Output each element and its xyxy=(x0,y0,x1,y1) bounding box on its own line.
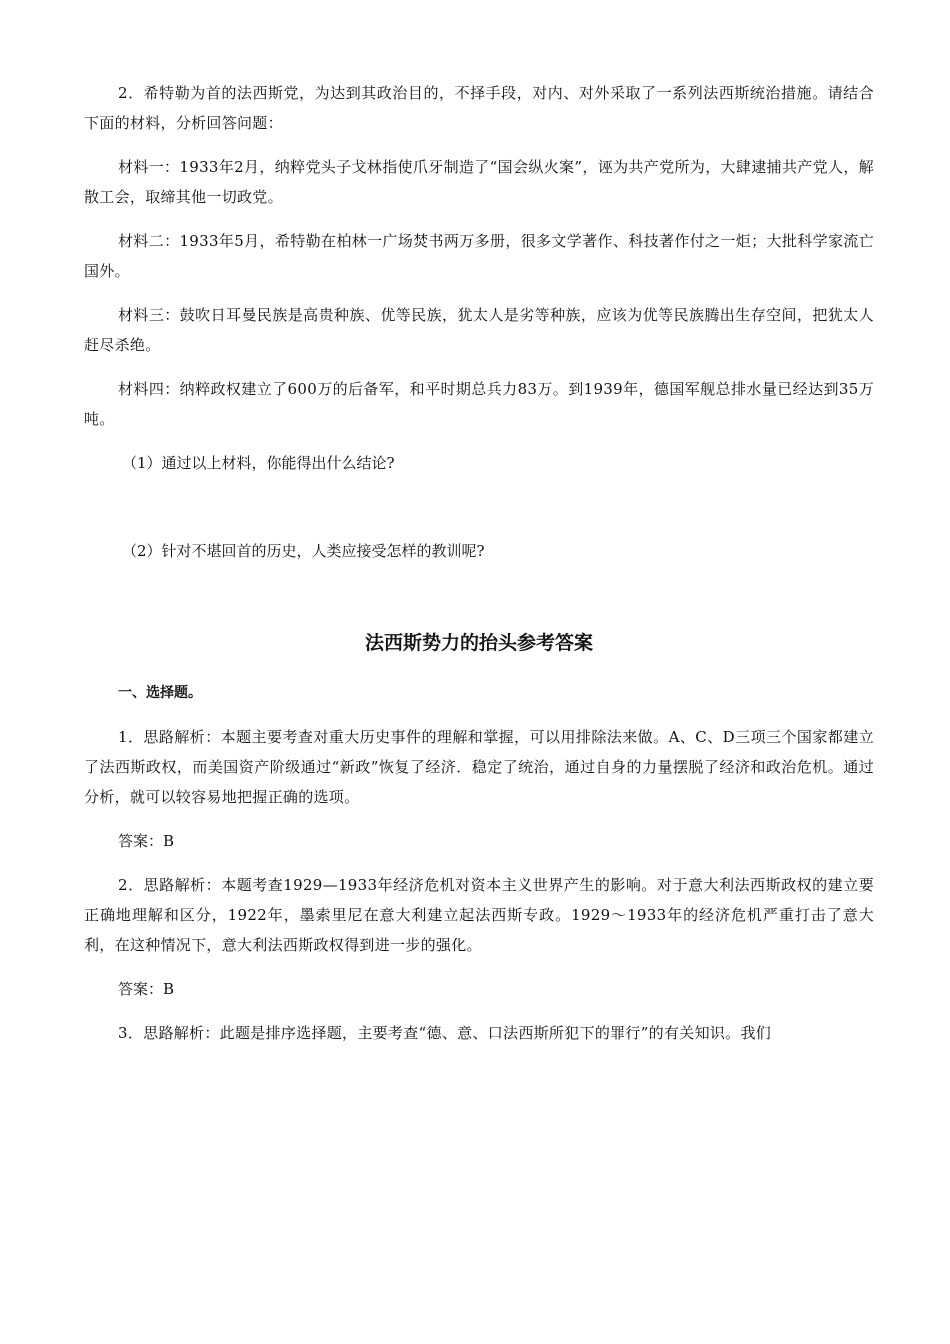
section-heading-choice: 一、选择题。 xyxy=(118,685,202,701)
document-page xyxy=(84,78,874,1062)
answer-2-result: 答案：B xyxy=(118,980,175,998)
material-1: 材料一：1933年2月，纳粹党头子戈林指使爪牙制造了“国会纵火案”，诬为共产党所为，大肆逮捕共产党人，解散工会，取缔其他一切政党。 xyxy=(84,158,874,206)
question-2-intro: 2．希特勒为首的法西斯党，为达到其政治目的，不择手段，对内、对外采取了一系列法西斯统治措施。请结合下面的材料，分析回答问题： xyxy=(84,84,874,132)
sub-question-1: （1）通过以上材料，你能得出什么结论? xyxy=(122,454,395,472)
answer-1-result: 答案：B xyxy=(118,832,175,850)
answer-2-analysis: 2．思路解析：本题考查1929—1933年经济危机对资本主义世界产生的影响。对于意大利法西斯政权的建立要正确地理解和区分，1922年，墨索里尼在意大利建立起法西斯专政。1929～1933年的经济危机严重打击了意大利，在这种情况下，意大利法西斯政权得到进一步的强化。 xyxy=(84,876,874,954)
answer-1-analysis: 1．思路解析：本题主要考查对重大历史事件的理解和掌握，可以用排除法来做。A、C、D三项三个国家都建立了法西斯政权，而美国资产阶级通过“新政”恢复了经济．稳定了统治，通过自身的力量摆脱了经济和政治危机。通过分析，就可以较容易地把握正确的选项。 xyxy=(84,728,874,806)
answer-3-analysis: 3．思路解析：此题是排序选择题，主要考查“德、意、口法西斯所犯下的罪行”的有关知识。我们 xyxy=(118,1024,772,1042)
material-2: 材料二：1933年5月，希特勒在柏林一广场焚书两万多册，很多文学著作、科技著作付之一炬；大批科学家流亡国外。 xyxy=(84,232,874,280)
material-4: 材料四：纳粹政权建立了600万的后备军，和平时期总兵力83万。到1939年，德国军舰总排水量已经达到35万吨。 xyxy=(84,380,874,428)
answer-title: 法西斯势力的抬头参考答案 xyxy=(364,632,593,654)
sub-question-2: （2）针对不堪回首的历史，人类应接受怎样的教训呢? xyxy=(122,542,485,560)
material-3: 材料三：鼓吹日耳曼民族是高贵种族、优等民族，犹太人是劣等种族，应该为优等民族腾出生存空间，把犹太人赶尽杀绝。 xyxy=(84,306,874,354)
